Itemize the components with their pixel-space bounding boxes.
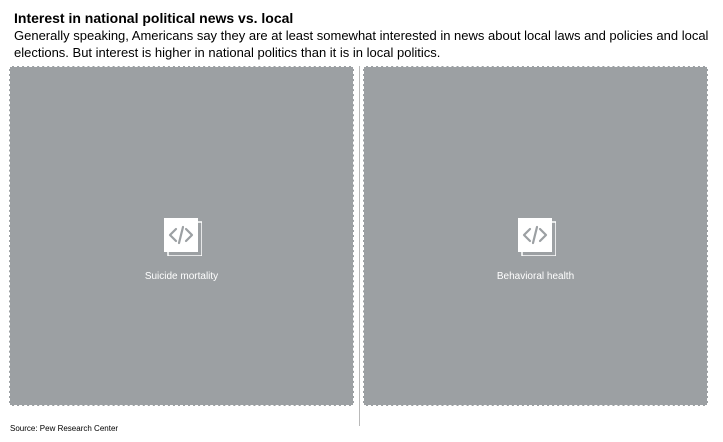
panel-divider (359, 66, 360, 426)
panel-label: Behavioral health (496, 271, 575, 282)
source-note: Source: Pew Research Center (10, 424, 119, 433)
code-embed-icon (164, 218, 202, 256)
page-subtitle: Generally speaking, Americans say they are at least somewhat interested in news about local laws and policies and local elections. But interest is higher in national politics than it is in local politics. (14, 28, 709, 60)
code-embed-icon (518, 218, 556, 256)
page-title: Interest in national political news vs. local (14, 10, 294, 26)
panel-label: Suicide mortality (144, 271, 219, 282)
embed-panel-suicide-mortality[interactable] (9, 66, 354, 406)
embed-panel-behavioral-health[interactable] (363, 66, 708, 406)
